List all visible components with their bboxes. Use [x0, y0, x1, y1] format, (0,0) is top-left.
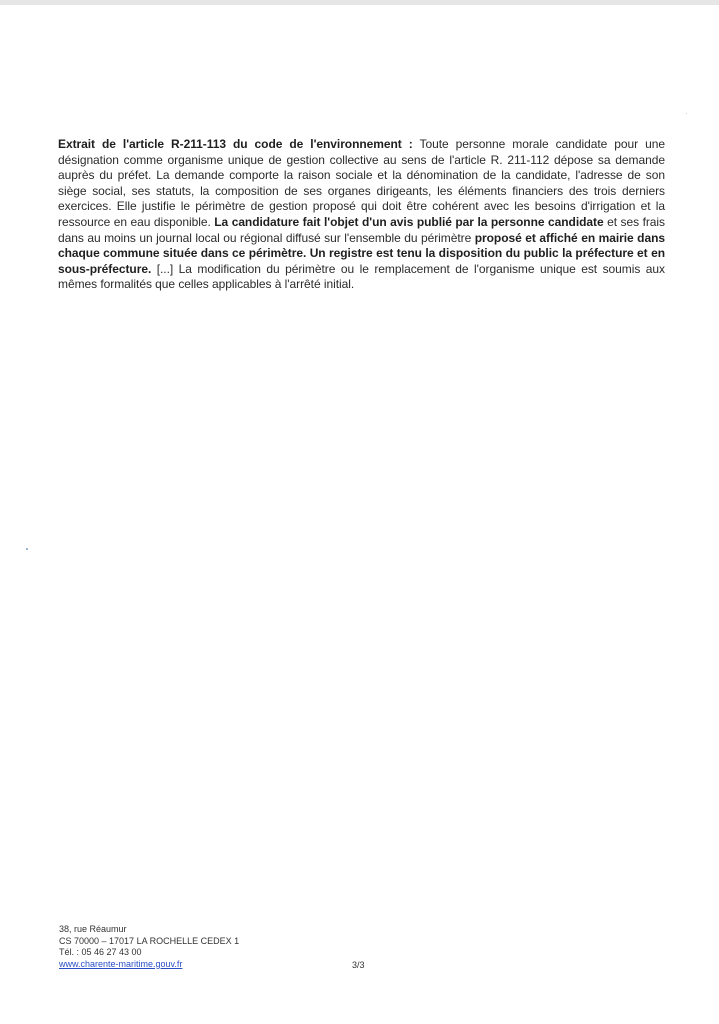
article-emphasis-1: La candidature fait l'objet d'un avis publié par la personne candidate [214, 214, 604, 229]
article-text-2: et ses frais dans au moins un journal local ou régional diffusé sur l'ensemble du périmètre [58, 214, 665, 245]
article-heading: Extrait de l'article R-211-113 du code de l'environnement : [58, 137, 413, 151]
top-border [0, 0, 719, 5]
address-postal: CS 70000 – 17017 LA ROCHELLE CEDEX 1 [59, 935, 240, 946]
footer-address [59, 924, 239, 970]
address-street: 38, rue Réaumur [59, 924, 127, 934]
page-number: 3/3 [352, 960, 365, 970]
article-text-3: [...] La modification du périmètre ou le remplacement de l'organisme unique est soumis aux mêmes formalités que celles applicables à l'arrêté initial. [58, 261, 665, 292]
scan-speck [686, 113, 687, 114]
article-excerpt [58, 137, 665, 293]
phone-number: Tél. : 05 46 27 43 00 [59, 947, 142, 957]
article-paragraph [58, 137, 665, 293]
website-link[interactable]: www.charente-maritime.gouv.fr [59, 958, 183, 969]
scan-speck [26, 548, 28, 550]
article-emphasis-2: proposé et affiché en mairie dans chaque commune située dans ce périmètre. Un registre est tenu la disposition du public la préfecture et en sous-préfecture. [58, 230, 665, 276]
article-text-1: Toute personne morale candidate pour une désignation comme organisme unique de gestion collective au sens de l'article R. 211-112 dépose sa demande auprès du préfet. La demande comporte la raison sociale et la dénomination de la candidate, l'adresse de son siège social, ses statuts, la composition de ses organes dirigeants, les éléments financiers des trois derniers exercices. Elle justifie le périmètre de gestion proposé qui doit être cohérent avec les besoins d'irrigation et la ressource en eau disponible. [58, 137, 665, 229]
